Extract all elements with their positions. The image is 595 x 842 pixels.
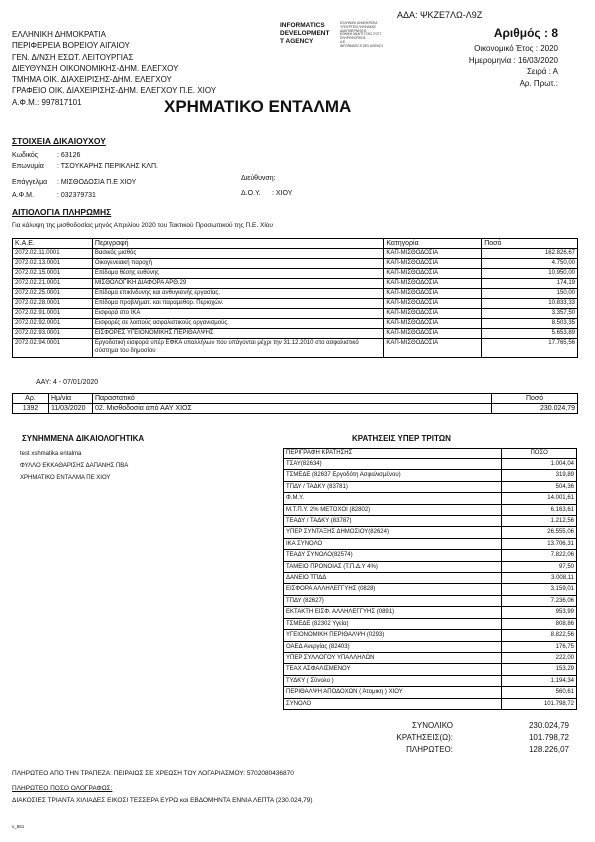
category-cell: ΚΑΠ-ΜΙΣΘΟΔΟΣΙΑ: [384, 319, 482, 329]
issuer-line: ΕΛΛΗΝΙΚΗ ΔΗΜΟΚΡΑΤΙΑ: [12, 30, 106, 39]
amount-cell: 6.163,61: [502, 504, 577, 515]
aay-header-row: [13, 394, 578, 404]
amount-cell: 8.822,56: [502, 630, 577, 641]
table-row: [13, 404, 578, 414]
description-cell: ΙΚΑ ΣΥΝΟΛΟ: [284, 538, 502, 549]
description-cell: ΤΣΜΕΔΕ (82637 Εργοδότη Ασφαλισμένου): [284, 470, 502, 481]
name-label: Επωνυμία: [12, 163, 44, 170]
doy-value: : ΧΙΟΥ: [272, 190, 293, 197]
description-cell: ΤΥΔΚΥ ( Σύνολο ): [284, 675, 502, 686]
description-cell: ΥΠΕΡ ΣΥΛΛΟΓΟΥ ΥΠΑΛΛΗΛΩΝ: [284, 652, 502, 663]
withheld-label: ΚΡΑΤΗΣΕΙΣ(Ω):: [396, 733, 453, 742]
amount-cell: 953,99: [502, 607, 577, 618]
description-cell: ΕΙΣΦΟΡΑ ΑΛΛΗΛΕΓΓΥΗΣ (0828): [284, 584, 502, 595]
amount-cell: 1.212,56: [502, 516, 577, 527]
amount-cell: 319,89: [502, 470, 577, 481]
table-row: [13, 309, 578, 319]
doy-label: Δ.Ο.Υ.: [241, 190, 261, 197]
amount-cell: 153,29: [502, 664, 577, 675]
description-cell: Επίδομα προβλήματ. και παραμεθορ. Περιοχών.: [92, 299, 383, 309]
afm-value: : 032379731: [57, 192, 96, 199]
code-value: : 63126: [57, 152, 81, 159]
col-document: Παραστατικό: [92, 394, 491, 404]
amount-cell: 101.798,72: [502, 698, 577, 709]
page-title: ΧΡΗΜΑΤΙΚΟ ΕΝΤΑΛΜΑ: [164, 97, 352, 116]
table-row: [284, 561, 577, 572]
code-label: Κωδικός: [12, 152, 39, 159]
amount-cell: 560,61: [502, 687, 577, 698]
description-cell: Επίδομα θέσης ευθύνης: [92, 269, 383, 279]
amount-cell: 222,00: [502, 652, 577, 663]
footer-code: v_561: [12, 824, 25, 829]
doc-item: ΧΡΗΜΑΤΙΚΟ ΕΝΤΑΛΜΑ ΠΕ ΧΙΟΥ: [20, 475, 111, 481]
amount-cell: 13.706,31: [502, 538, 577, 549]
table-row: [284, 618, 577, 629]
amount-cell: 7.822,06: [502, 550, 577, 561]
description-cell: Μ.Τ.Π.Υ. 2% ΜΕΤΟΧΟΙ (82802): [284, 504, 502, 515]
issuer-line: ΓΕΝ. Δ/ΝΣΗ ΕΣΩΤ. ΛΕΙΤΟΥΡΓΙΑΣ: [12, 52, 134, 62]
description-cell: ΣΥΝΟΛΟ: [284, 698, 502, 709]
table-row: [13, 339, 578, 358]
agency-logo: [280, 22, 329, 45]
amount-cell: 10.950,00: [482, 269, 578, 279]
logo-small-line: ΠΛΗΡΟΦΟΡΙΚΗΣ: [340, 36, 366, 41]
table-row: [13, 329, 578, 339]
kae-cell: 2072.02.15.0001: [13, 269, 93, 279]
kae-cell: 2072.02.94.0001: [13, 339, 93, 358]
issuer-line: ΔΙΕΥΘΥΝΣΗ ΟΙΚΟΝΟΜΙΚΗΣ-ΔΗΜ. ΕΛΕΓΧΟΥ: [12, 63, 179, 73]
reason-heading: ΑΙΤΙΟΛΟΓΙΑ ΠΛΗΡΩΜΗΣ: [12, 207, 112, 217]
table-row: [284, 504, 577, 515]
job-value: : ΜΙΣΘΟΔΟΣΙΑ Π.Ε ΧΙΟΥ: [57, 179, 137, 186]
aay-info: ΑΑΥ: 4 - 07/01/2020: [36, 379, 99, 386]
description-cell: Οικογενειακή παροχή: [92, 259, 383, 269]
amount-cell: 1.194,34: [502, 675, 577, 686]
table-row: [284, 595, 577, 606]
category-cell: ΚΑΠ-ΜΙΣΘΟΔΟΣΙΑ: [384, 339, 482, 358]
description-cell: ΤΠΔΥ / ΤΑΔΚΥ (83781): [284, 481, 502, 492]
logo-small-line: ΕΛΛΗΝΙΚΗ ΔΗΜΟΚΡΑΤΙΑ: [340, 21, 378, 25]
col-description: Περιγραφή: [92, 239, 383, 249]
table-row: [284, 687, 577, 698]
total-value: 230.024,79: [528, 721, 569, 730]
description-cell: ΤΑΜΕΙΟ ΠΡΟΝΟΙΑΣ (Τ.Π.Δ.Υ 4%): [284, 561, 502, 572]
table-row: [284, 675, 577, 686]
description-cell: Εισφορά στο ΙΚΑ: [92, 309, 383, 319]
expenses-header-row: [13, 239, 578, 249]
table-row: [13, 299, 578, 309]
issuer-afm: Α.Φ.Μ.: 997817101: [12, 97, 82, 107]
docs-heading: ΣΥΝΗΜΜΕΝΑ ΔΙΚΑΙΟΛΟΓΗΤΙΚΑ: [22, 434, 145, 443]
category-cell: ΚΑΠ-ΜΙΣΘΟΔΟΣΙΑ: [384, 249, 482, 259]
total-label: ΣΥΝΟΛΙΚΟ: [411, 721, 453, 730]
amount-in-words: ΔΙΑΚΟΣΙΕΣ ΤΡΙΑΝΤΑ ΧΙΛΙΑΔΕΣ ΕΙΚΟΣΙ ΤΕΣΣΕΡΑ ΕΥΡΩ και ΕΒΔΟΜΗΝΤΑ ΕΝΝΙΑ ΛΕΠΤΑ (230.024,79): [12, 797, 313, 804]
table-row: [284, 493, 577, 504]
amount-cell: 8.503,35: [482, 319, 578, 329]
logo-small-line: ΔΙΑΚΥΒΕΡΝΗΣΗΣ: [340, 28, 367, 33]
description-cell: ΥΠΕΡ ΣΥΝΤΑΞΗΣ ΔΗΜΟΣΙΟΥ(82624): [284, 527, 502, 538]
logo-line: DEVELOPMENT: [280, 29, 330, 37]
description-cell: ΠΕΡΙΘΑΛΨΗ ΑΠΟΔΟΧΩΝ ( Άτομικη ) ΧΙΟΥ: [284, 687, 502, 698]
amount-cell: 150,00: [482, 289, 578, 299]
amount-cell: 1.004,04: [502, 459, 577, 470]
category-cell: ΚΑΠ-ΜΙΣΘΟΔΟΣΙΑ: [384, 299, 482, 309]
logo-small-line: INFORMATICS DEV AGENCY: [340, 43, 384, 48]
description-cell: ΤΕΑΔΥ ΣΥΝΟΛΟ(82574): [284, 550, 502, 561]
order-series: Σειρά : Α: [526, 67, 558, 76]
description-cell: ΟΑΕΔ Ανεργίας (82403): [284, 641, 502, 652]
description-cell: Βασικός μισθός: [92, 249, 383, 259]
order-protocol: Αρ. Πρωτ.:: [519, 78, 558, 88]
logo-small-line: ΕΘΝΙΚΗ ΑΝΑΠΤΥΞΗΣ ΣΥΣΤ.: [340, 32, 382, 37]
amount-cell: 174,19: [482, 279, 578, 289]
table-row: [13, 269, 578, 279]
logo-small-line: ΥΠΟΥΡΓΕΙΟ ΨΗΦΙΑΚΗΣ: [340, 24, 377, 29]
withholdings-heading: ΚΡΑΤΗΣΕΙΣ ΥΠΕΡ ΤΡΙΤΩΝ: [352, 434, 451, 443]
col-amount: Ποσό: [492, 394, 578, 404]
description-cell: Φ.Μ.Υ.: [284, 493, 502, 504]
order-date: Ημερομηνία : 16/03/2020: [468, 55, 558, 65]
logo-small-line: Α.Ε.: [340, 39, 347, 44]
kae-cell: 2072.02.25.0001: [13, 289, 93, 299]
expenses-table: [12, 238, 578, 358]
table-row: [13, 279, 578, 289]
table-row: [284, 538, 577, 549]
description-cell: ΤΣΜΕΔΕ (82302 Υγεία): [284, 618, 502, 629]
amount-cell: 14.001,61: [502, 493, 577, 504]
table-row: [284, 584, 577, 595]
kae-cell: 2072.02.93.0001: [13, 329, 93, 339]
name-value: : ΤΣΟΥΚΑΡΗΣ ΠΕΡΙΚΛΗΣ ΚΛΠ.: [57, 163, 158, 170]
col-date: Ημ/νία: [48, 394, 92, 404]
withholdings-table: [283, 448, 577, 710]
category-cell: ΚΑΠ-ΜΙΣΘΟΔΟΣΙΑ: [384, 289, 482, 299]
table-row: [284, 470, 577, 481]
category-cell: ΚΑΠ-ΜΙΣΘΟΔΟΣΙΑ: [384, 259, 482, 269]
description-cell: ΜΙΣΘΟΛΟΓΙΚΗ ΔΙΑΦΟΡΑ ΑΡΘ.29: [92, 279, 383, 289]
table-row: [284, 481, 577, 492]
number-cell: 1392: [13, 404, 49, 414]
category-cell: ΚΑΠ-ΜΙΣΘΟΔΟΣΙΑ: [384, 269, 482, 279]
table-row: [284, 573, 577, 584]
table-row: [284, 607, 577, 618]
table-row: [13, 289, 578, 299]
description-cell: ΤΕΑΔΥ / ΤΑΔΚΥ (83787): [284, 516, 502, 527]
doc-item: ΦΥΛΛΟ ΕΚΚΑΘΑΡΙΣΗΣ ΔΑΠΑΝΗΣ ΠΒΑ: [20, 463, 129, 469]
document-cell: 02. Μισθοδοσία από ΑΑΥ ΧΙΟΣ: [92, 404, 491, 414]
words-heading: ΠΛΗΡΩΤΕΟ ΠΟΣΟ ΟΛΟΓΡΑΦΩΣ:: [12, 785, 113, 792]
table-row: [13, 249, 578, 259]
kae-cell: 2072.02.28.0001: [13, 299, 93, 309]
date-cell: 11/03/2020: [48, 404, 92, 414]
description-cell: ΤΣΑΥ(82634): [284, 459, 502, 470]
col-category: Κατηγορία: [384, 239, 482, 249]
amount-cell: 17.765,56: [482, 339, 578, 358]
kae-cell: 2072.02.21.0001: [13, 279, 93, 289]
description-cell: Εισφορές σε λοιπούς ασφαλιστικούς οργανισμούς.: [92, 319, 383, 329]
col-amount: Ποσό: [482, 239, 578, 249]
description-cell: ΕΚΤΑΚΤΗ ΕΙΣΦ. ΑΛΛΗΛΕΓΓΥΗΣ (0891): [284, 607, 502, 618]
doc-item: test xshmatika entalma: [20, 451, 82, 457]
aay-table: [12, 393, 578, 414]
description-cell: ΤΠΔΥ (82627): [284, 595, 502, 606]
table-row: [13, 319, 578, 329]
table-row: [284, 664, 577, 675]
amount-cell: 3.357,50: [482, 309, 578, 319]
amount-cell: 97,50: [502, 561, 577, 572]
category-cell: ΚΑΠ-ΜΙΣΘΟΔΟΣΙΑ: [384, 329, 482, 339]
col-description: ΠΕΡΙΓΡΑΦΗ ΚΡΑΤΗΣΗΣ: [284, 449, 502, 459]
payable-label: ΠΛΗΡΩΤΕΟ:: [406, 745, 453, 754]
withholdings-header-row: [284, 449, 577, 459]
table-row: [284, 641, 577, 652]
table-row: [284, 550, 577, 561]
category-cell: ΚΑΠ-ΜΙΣΘΟΔΟΣΙΑ: [384, 279, 482, 289]
category-cell: ΚΑΠ-ΜΙΣΘΟΔΟΣΙΑ: [384, 309, 482, 319]
reason-text: Για κάλυψη της μισθοδοσίας μηνός Απριλίου 2020 του Τακτικού Προσωπικού της Π.Ε. Χίου: [12, 222, 273, 229]
amount-cell: 4.750,00: [482, 259, 578, 269]
table-row: [284, 527, 577, 538]
order-year: Οικονομικό Έτος : 2020: [474, 44, 558, 53]
col-number: Αρ.: [13, 394, 49, 404]
col-kae: Κ.Α.Ε.: [13, 239, 93, 249]
logo-line: INFORMATICS: [280, 22, 325, 29]
table-row: [13, 259, 578, 269]
amount-cell: 808,86: [502, 618, 577, 629]
total-row: [284, 698, 577, 709]
order-number: Αριθμός : 8: [493, 26, 558, 40]
amount-cell: 230.024,79: [492, 404, 578, 414]
amount-cell: 176,75: [502, 641, 577, 652]
kae-cell: 2072.02.11.0001: [13, 249, 93, 259]
ada-code: ΑΔΑ: ΨΚΖΕ7ΛΩ-Λ9Ζ: [397, 10, 483, 20]
col-amount: ΠΟΣΟ: [502, 449, 577, 459]
description-cell: Εργοδοτική εισφορά υπέρ ΕΦΚΑ υπαλλήλων που υπάγονται μέχρι την 31.12.2010 στο ασφαλιστικό σύστημα του δημοσίου: [92, 339, 383, 358]
table-row: [284, 630, 577, 641]
beneficiary-heading: ΣΤΟΙΧΕΙΑ ΔΙΚΑΙΟΥΧΟΥ: [12, 136, 106, 146]
amount-cell: 3.159,01: [502, 584, 577, 595]
order-info: [469, 43, 558, 89]
job-label: Επάγγελμα: [12, 179, 48, 186]
table-row: [284, 459, 577, 470]
table-row: [284, 516, 577, 527]
amount-cell: 3.008,11: [502, 573, 577, 584]
amount-cell: 7.236,06: [502, 595, 577, 606]
description-cell: Επίδομα επικίνδυνης και ανθυγιεινής εργασίας.: [92, 289, 383, 299]
amount-cell: 162.826,67: [482, 249, 578, 259]
payment-bank: ΠΛΗΡΩΤΕΟ ΑΠΟ ΤΗΝ ΤΡΑΠΕΖΑ: ΠΕΙΡΑΙΩΣ ΣΕ ΧΡΕΩΣΗ ΤΟΥ ΛΟΓΑΡΙΑΣΜΟΥ: 5702080436870: [12, 770, 294, 777]
amount-cell: 504,36: [502, 481, 577, 492]
amount-cell: 26.555,06: [502, 527, 577, 538]
issuer-line: ΤΜΗΜΑ ΟΙΚ. ΔΙΑΧΕΙΡΙΣΗΣ-ΔΗΜ. ΕΛΕΓΧΟΥ: [12, 75, 172, 85]
table-row: [284, 652, 577, 663]
description-cell: ΔΑΝΕΙΟ ΤΠΔΔ: [284, 573, 502, 584]
amount-cell: 10.833,33: [482, 299, 578, 309]
kae-cell: 2072.02.91.0001: [13, 309, 93, 319]
amount-cell: 5.653,89: [482, 329, 578, 339]
description-cell: ΤΕΑΧ ΑΣΦΑΛΙΣΜΕΝΟΥ: [284, 664, 502, 675]
description-cell: ΕΙΣΦΟΡΕΣ ΥΓΕΙΟΝΟΜΙΚΗΣ ΠΕΡΙΘΑΛΨΗΣ: [92, 329, 383, 339]
logo-line: T AGENCY: [280, 37, 314, 45]
kae-cell: 2072.02.13.0001: [13, 259, 93, 269]
address-label: Διεύθυνση:: [241, 175, 276, 182]
withheld-value: 101.798,72: [528, 733, 569, 742]
payable-value: 128.226,07: [528, 745, 569, 754]
description-cell: ΥΓΕΙΟΝΟΜΙΚΗ ΠΕΡΙΘΑΛΨΗ (0293): [284, 630, 502, 641]
afm-label: Α.Φ.Μ.: [12, 192, 34, 199]
kae-cell: 2072.02.92.0001: [13, 319, 93, 329]
agency-logo-text: [340, 22, 383, 49]
issuer-line: ΓΡΑΦΕΙΟ ΟΙΚ. ΔΙΑΧΕΙΡΙΣΗΣ-ΔΗΜ. ΕΛΕΓΧΟΥ Π.Ε. ΧΙΟΥ: [12, 86, 217, 96]
issuer-line: ΠΕΡΙΦΕΡΕΙΑ ΒΟΡΕΙΟΥ ΑΙΓΑΙΟΥ: [12, 41, 130, 51]
